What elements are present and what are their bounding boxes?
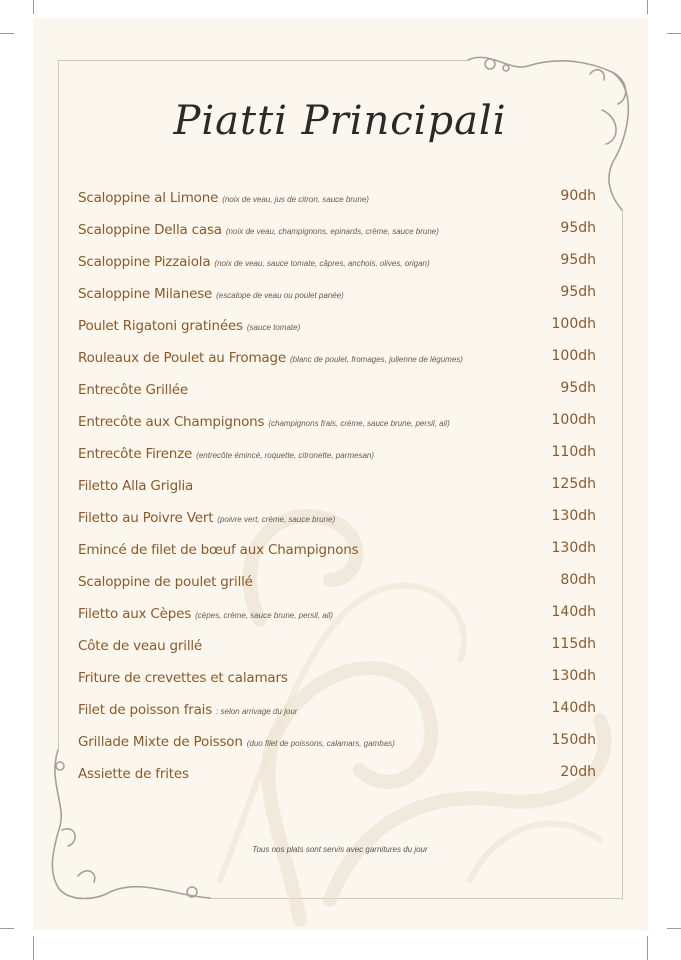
dish-name: Filetto au Poivre Vert [78,509,214,526]
dish-price: 95dh [560,284,596,300]
menu-item-text [78,219,439,238]
menu-item-text [78,571,253,590]
dish-price: 95dh [560,252,596,268]
dish-price: 130dh [551,668,596,684]
footnote: Tous nos plats sont servis avec garnitures du jour [252,845,428,854]
dish-price: 150dh [551,732,596,748]
dish-name: Scaloppine Della casa [78,221,222,238]
dish-price: 140dh [551,700,596,716]
menu-item [78,404,596,436]
dish-name: Poulet Rigatoni gratinées [78,317,243,334]
crop-mark-left-bottom [0,928,14,929]
menu-item [78,244,596,276]
menu-item-text [78,635,202,654]
dish-price: 110dh [551,444,596,460]
menu-item [78,532,596,564]
dish-price: 95dh [560,220,596,236]
menu-item [78,660,596,692]
dish-price: 100dh [551,412,596,428]
menu-item-text [78,731,395,750]
menu-item [78,564,596,596]
frame-left-line [58,60,59,750]
dish-price: 80dh [560,572,596,588]
dish-name: Entrecôte aux Champignons [78,413,265,430]
menu-item-text [78,763,189,782]
crop-mark-top-left [33,0,34,14]
crop-mark-top-right [647,0,648,14]
menu-item [78,756,596,788]
dish-description: (sauce tomate) [246,322,301,332]
crop-mark-left-top [0,33,14,34]
menu-item [78,308,596,340]
dish-description: (poivre vert, crème, sauce brune) [217,514,336,524]
frame-top-line [58,60,468,61]
menu-item [78,500,596,532]
menu-item-text [78,347,463,366]
dish-name: Emincé de filet de bœuf aux Champignons [78,541,359,558]
menu-list [78,180,596,788]
dish-description: (duo filet de poissons, calamars, gambas) [246,738,395,748]
menu-item [78,724,596,756]
menu-item [78,436,596,468]
menu-item-text [78,283,344,302]
menu-item [78,468,596,500]
dish-description: (entrecôte émincé, roquette, citronette, parmesan) [196,450,375,460]
menu-item [78,596,596,628]
frame-right-line [622,210,623,900]
menu-item-text [78,507,335,526]
dish-description: (noix de veau, champignons, epinards, crème, sauce brune) [225,226,439,236]
dish-price: 140dh [551,604,596,620]
menu-item [78,212,596,244]
menu-item [78,692,596,724]
dish-description: (champignons frais, crème, sauce brune, persil, ail) [268,418,450,428]
dish-name: Filetto Alla Griglia [78,477,194,494]
dish-name: Côte de veau grillé [78,637,203,654]
menu-item [78,372,596,404]
dish-name: Filet de poisson frais [78,701,213,718]
dish-price: 130dh [551,508,596,524]
dish-price: 130dh [551,540,596,556]
dish-name: Scaloppine Pizzaiola [78,253,211,270]
crop-mark-bottom-left [33,936,34,960]
dish-name: Filetto aux Cèpes [78,605,192,622]
dish-price: 90dh [560,188,596,204]
menu-item-text [78,443,374,462]
frame-bottom-line [210,898,622,899]
dish-price: 100dh [551,348,596,364]
crop-mark-right-top [667,33,681,34]
page-title: Piatti Principali [173,98,507,144]
menu-item-text [78,539,358,558]
menu-item [78,340,596,372]
menu-item-text [78,475,193,494]
menu-item-text [78,315,300,334]
menu-item-text [78,251,430,270]
dish-description: (cèpes, crème, sauce brune, persil, ail) [195,610,333,620]
menu-item [78,180,596,212]
dish-name: Rouleaux de Poulet au Fromage [78,349,286,366]
dish-name: Entrecôte Firenze [78,445,193,462]
dish-description: (noix de veau, sauce tomate, câpres, anchois, olives, origan) [214,258,430,268]
dish-name: Friture de crevettes et calamars [78,669,288,686]
menu-item-text [78,187,369,206]
dish-name: Scaloppine Milanese [78,285,213,302]
dish-name: Assiette de frites [78,765,189,782]
dish-price: 100dh [551,316,596,332]
dish-name: Grillade Mixte de Poisson [78,733,243,750]
dish-description: (noix de veau, jus de citron, sauce brune) [222,194,369,204]
menu-item-text [78,603,333,622]
menu-item-text [78,411,450,430]
menu-item-text [78,667,288,686]
dish-name: Scaloppine al Limone [78,189,219,206]
crop-mark-bottom-right [647,936,648,960]
menu-item [78,276,596,308]
dish-description: (blanc de poulet, fromages, julienne de légumes) [289,354,463,364]
dish-description: : selon arrivage du jour [216,706,298,716]
dish-description: (escalope de veau ou poulet panée) [216,290,344,300]
dish-price: 20dh [560,764,596,780]
menu-item-text [78,379,188,398]
crop-mark-right-bottom [667,928,681,929]
menu-item-text [78,699,297,718]
dish-price: 125dh [551,476,596,492]
dish-price: 95dh [560,380,596,396]
dish-price: 115dh [551,636,596,652]
dish-name: Scaloppine de poulet grillé [78,573,253,590]
dish-name: Entrecôte Grillée [78,381,188,398]
menu-item [78,628,596,660]
